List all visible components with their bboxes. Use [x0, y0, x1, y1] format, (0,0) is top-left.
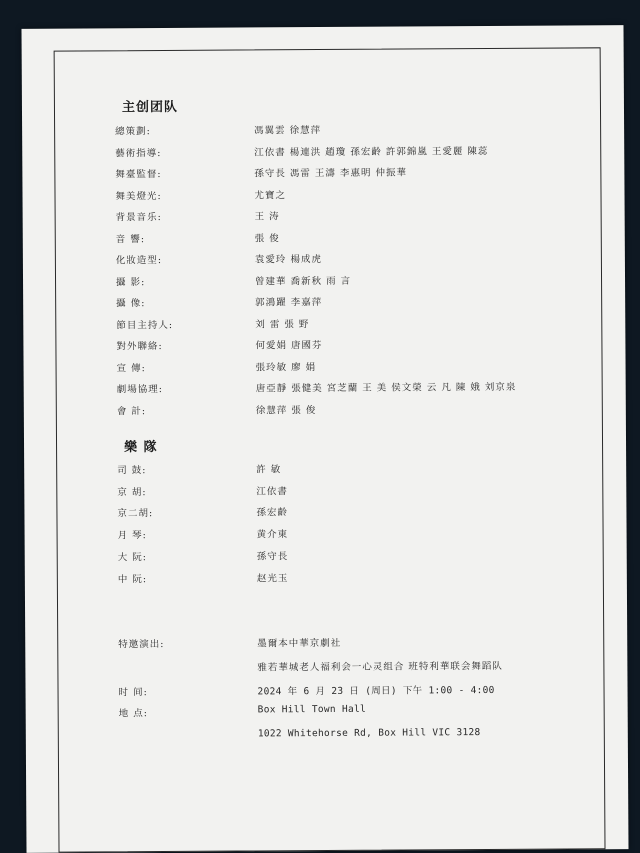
role-names: 郭鴻躍 李嘉萍: [255, 297, 323, 309]
role-label: 中 阮:: [117, 573, 148, 585]
role-label: 京二胡:: [117, 508, 154, 520]
role-label: 舞美燈光:: [115, 190, 162, 202]
role-names: 孫宏齡: [256, 507, 289, 519]
role-label: 總策劃:: [115, 126, 151, 138]
role-label: 攝 影:: [116, 276, 146, 288]
event-info-value: 墨爾本中華京劇社: [257, 637, 342, 650]
event-info-value: 1022 Whitehorse Rd, Box Hill VIC 3128: [257, 727, 481, 740]
role-names: 張 俊: [254, 232, 280, 244]
role-label: 劇場協理:: [116, 383, 163, 396]
program-content: [21, 25, 623, 740]
role-names: 袁愛玲 楊成虎: [254, 254, 322, 266]
role-label: 大 阮:: [117, 551, 147, 564]
role-names: 江依書 楊連洪 趙瓊 孫宏齡 許郭錦嵐 王愛麗 陳蕊: [254, 145, 489, 158]
role-label: 音 響:: [115, 233, 146, 245]
role-names: 徐慧萍 張 俊: [255, 404, 317, 416]
role-names: 許 敏: [256, 464, 282, 476]
role-names: 尤寶之: [254, 189, 287, 201]
event-info-value: 2024 年 6 月 23 日 (周日) 下午 1:00 - 4:00: [257, 684, 495, 698]
role-label: 節目主持人:: [116, 319, 174, 331]
role-label: 對外聯絡:: [116, 340, 163, 353]
role-label: 藝術指導:: [115, 147, 162, 159]
section-title: 樂 隊: [124, 440, 158, 456]
event-info-label: 地 点:: [118, 708, 148, 720]
event-info-value: Box Hill Town Hall: [257, 703, 367, 716]
role-label: 月 琴:: [117, 530, 147, 542]
role-names: 張玲敏 廖 娟: [255, 361, 317, 373]
role-label: 會 計:: [116, 405, 147, 417]
role-names: 王 涛: [254, 211, 280, 223]
role-label: 攝 像:: [116, 298, 146, 310]
role-names: 孫守長: [256, 551, 289, 563]
role-names: 赵光玉: [256, 572, 289, 584]
role-names: 曾建華 喬新秋 雨 言: [255, 275, 352, 287]
role-label: 宣 傳:: [116, 362, 146, 374]
event-info-value: 雅若華城老人福利会一心灵组合 班特利華联会舞蹈队: [257, 660, 503, 674]
role-names: 唐亞靜 張健美 宮芝蘭 王 美 侯文榮 云 凡 陳 娥 刘京泉: [255, 381, 517, 395]
role-label: 化妝造型:: [115, 254, 163, 267]
section-title: 主创团队: [121, 99, 179, 116]
role-names: 何愛娟 唐國芬: [255, 340, 323, 352]
role-names: 孫守長 馮雷 王濤 李惠明 仲振華: [254, 167, 408, 180]
event-info-label: 特邀演出:: [118, 638, 165, 651]
role-names: 江依書: [256, 485, 288, 498]
role-label: 司 鼓:: [117, 465, 147, 477]
event-info-label: 时 间:: [118, 687, 148, 699]
program-sheet: [21, 25, 628, 853]
role-names: 黄介東: [256, 529, 289, 541]
role-names: 刘 雷 張 野: [255, 318, 310, 330]
role-names: 馮翼雲 徐慧萍: [254, 125, 322, 137]
role-label: 舞臺監督:: [115, 168, 162, 181]
role-label: 京 胡:: [117, 486, 147, 498]
role-label: 背景音乐:: [115, 211, 162, 224]
